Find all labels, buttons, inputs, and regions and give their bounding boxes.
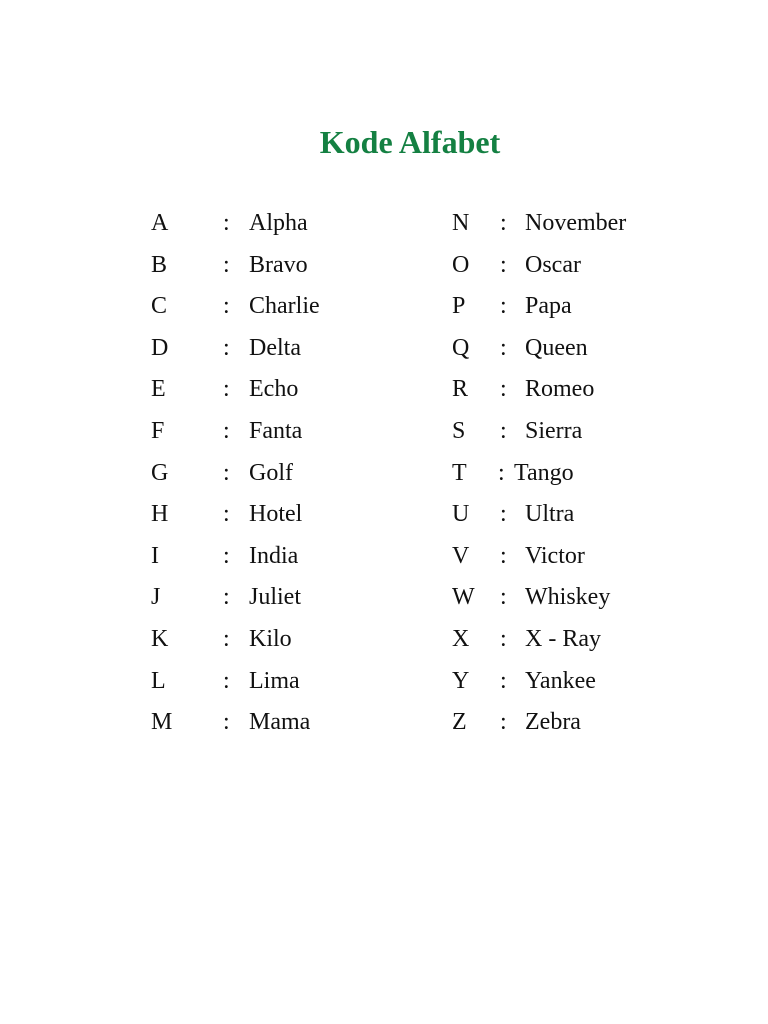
letter: G	[151, 459, 169, 486]
code-word: X - Ray	[525, 625, 601, 652]
code-word: Delta	[249, 334, 301, 361]
separator: :	[500, 293, 507, 320]
separator: :	[223, 417, 230, 444]
letter: F	[151, 417, 165, 444]
letter: E	[151, 376, 166, 403]
code-word: Papa	[525, 293, 572, 320]
code-word: Zebra	[525, 709, 581, 736]
code-word: Oscar	[525, 251, 581, 278]
letter: X	[452, 625, 470, 652]
code-word: Echo	[249, 376, 299, 403]
code-word: Mama	[249, 709, 311, 736]
separator: :	[500, 625, 507, 652]
code-word: Queen	[525, 334, 588, 361]
letter: I	[151, 542, 159, 569]
letter: M	[151, 709, 173, 736]
page-title: Kode Alfabet	[319, 124, 501, 160]
separator: :	[500, 501, 507, 528]
separator: :	[500, 376, 507, 403]
letter: S	[452, 417, 466, 444]
separator: :	[223, 251, 230, 278]
separator: :	[500, 542, 507, 569]
code-word: November	[525, 210, 627, 236]
code-word: Romeo	[525, 376, 595, 403]
separator: :	[223, 542, 230, 569]
separator: :	[223, 501, 230, 528]
letter: Y	[452, 667, 470, 694]
separator: :	[223, 376, 230, 403]
letter: C	[151, 293, 168, 320]
separator: :	[223, 334, 230, 361]
letter: P	[452, 293, 466, 320]
separator: :	[223, 667, 230, 694]
code-word: Charlie	[249, 293, 320, 320]
separator: :	[500, 417, 507, 444]
letter: T	[452, 459, 467, 486]
letter: O	[452, 251, 470, 278]
letter: V	[452, 542, 470, 569]
letter: N	[452, 210, 470, 236]
separator: :	[500, 584, 507, 611]
code-word: Victor	[525, 542, 585, 569]
letter: R	[452, 376, 469, 403]
separator: :	[500, 709, 507, 736]
letter: A	[151, 210, 169, 236]
code-word: Golf	[249, 459, 293, 486]
code-word: India	[249, 542, 299, 569]
code-word: Hotel	[249, 501, 303, 528]
letter: W	[452, 584, 475, 611]
separator: :	[500, 667, 507, 694]
letter: K	[151, 625, 169, 652]
separator: :	[500, 210, 507, 236]
letter: L	[151, 667, 166, 694]
code-word: Whiskey	[525, 584, 611, 611]
code-word: Bravo	[249, 251, 308, 278]
letter: J	[151, 584, 161, 611]
code-word: Yankee	[525, 667, 596, 694]
code-word: Ultra	[525, 501, 575, 528]
letter: Z	[452, 709, 467, 736]
separator: :	[223, 625, 230, 652]
code-word: Sierra	[525, 417, 583, 444]
letter: Q	[452, 334, 470, 361]
code-word: Alpha	[249, 210, 308, 236]
separator: :	[223, 584, 230, 611]
code-word: Lima	[249, 667, 300, 694]
separator: :	[500, 334, 507, 361]
letter: B	[151, 251, 168, 278]
separator: :	[223, 210, 230, 236]
separator: :	[223, 293, 230, 320]
code-word: Tango	[514, 459, 574, 486]
letter: U	[452, 501, 470, 528]
code-word: Fanta	[249, 417, 303, 444]
separator: :	[498, 459, 505, 486]
code-word: Kilo	[249, 625, 292, 652]
separator: :	[223, 459, 230, 486]
separator: :	[500, 251, 507, 278]
separator: :	[223, 709, 230, 736]
letter: H	[151, 501, 169, 528]
letter: D	[151, 334, 169, 361]
code-word: Juliet	[249, 584, 301, 611]
